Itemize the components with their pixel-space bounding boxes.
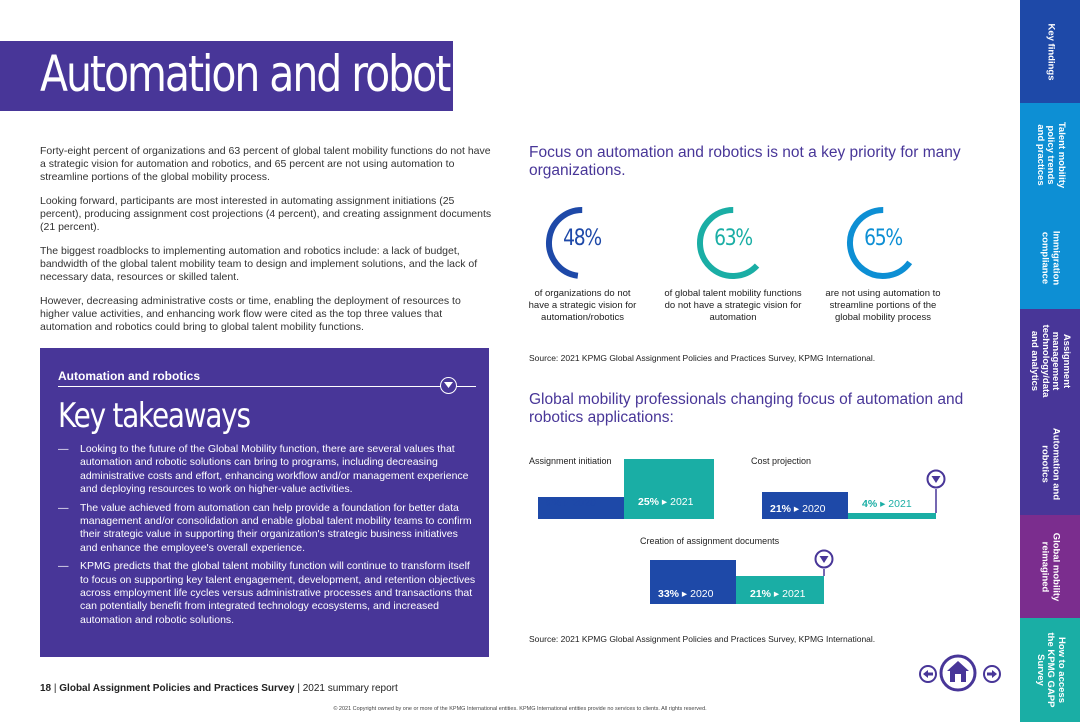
report-title: Global Assignment Policies and Practices Survey [59,683,295,694]
intro-paragraph: Forty-eight percent of organizations and 63 percent of global talent mobility functions do not have a strategic vision for automation and robotics, and 65 percent are not using automation to streamline portions of the global mobility process. [40,145,491,183]
footer [40,683,398,694]
takeaways-heading: Automation and robotics [58,369,200,383]
nav-tab-how-to-access-the-kpmg-gapp-survey[interactable] [1020,618,1080,722]
donut-value: 63% [714,226,752,251]
footer-separator: | [51,683,60,694]
bar-label-2021: 4% ▸ 2021 [862,498,912,510]
intro-paragraph: Looking forward, participants are most interested in automating assignment initiations (25 percent), producing assignment cost projections (4 percent), and creating assignment documents (21 percent). [40,195,492,233]
page-nav [918,653,1002,693]
nav-tab-assignment-management-technology-data-and-analytics[interactable] [1020,309,1080,412]
side-nav [1020,0,1080,722]
increase-icon [703,469,725,487]
nav-tab-talent-mobility-policy-trends-and-practices[interactable] [1020,103,1080,206]
key-takeaways-box [40,348,489,657]
category-label: Assignment initiation [529,456,612,466]
donut-value: 65% [864,226,902,251]
nav-tab-label: How to access the KPMG GAPP Survey [1034,632,1067,708]
donut-caption: of global talent mobility functions do not have a strategic vision for automation [664,288,802,323]
prev-page-icon[interactable] [920,666,936,682]
donut-63-pct [695,205,771,281]
takeaways-title: Key takeaways [58,396,250,436]
bar-2021 [624,459,714,519]
nav-tab-label: Global mobility reimagined [1040,532,1062,601]
donut-chart-title: Focus on automation and robotics is not a key priority for many organizations. [529,144,961,179]
decrease-icon [925,469,947,513]
donut-value: 48% [563,226,601,251]
nav-tab-automation-and-robotics[interactable] [1020,412,1080,515]
decrease-icon [813,549,835,576]
home-icon[interactable] [941,656,975,690]
nav-tab-immigration-compliance[interactable] [1020,206,1080,309]
intro-paragraph: The biggest roadblocks to implementing automation and robotics include: a lack of budget, bandwidth of the global talent mobility team to design and implement solutions, and the lack of necessary data, resources or skilled talent. [40,245,478,283]
list-item: — KPMG predicts that the global talent mobility function will continue to transform itself to focus on supporting key talent engagement, development, and retention objectives across employment life cycles versus administrative processes and transactions that can potentially benefit from integrated technology ecosystems, and increased automation and robotic solutions. [58,560,478,627]
bar-label-2020: 21% ▸ 2020 [770,503,826,515]
donut-48-pct [544,205,620,281]
page-title: Automation and robotics [40,45,499,103]
bar-label-2021: 21% ▸ 2021 [750,588,806,600]
donut-chart-source: Source: 2021 KPMG Global Assignment Policies and Practices Survey, KPMG International. [529,353,876,363]
bar-chart-title: Global mobility professionals changing focus of automation and robotics applications: [529,391,964,426]
intro-text [40,145,492,345]
nav-tab-label: Immigration compliance [1040,230,1062,285]
nav-tab-global-mobility-reimagined[interactable] [1020,515,1080,618]
report-subtitle: 2021 summary report [302,683,398,694]
donut-caption: are not using automation to streamline portions of the global mobility process [825,288,941,323]
footer-separator: | [294,683,303,694]
intro-paragraph: However, decreasing administrative costs or time, enabling the deployment of resources to higher value activities, and enhancing work flow were cited as the top three values that automation and robotics could bring to global talent mobility functions. [40,295,461,333]
chevron-down-icon[interactable] [440,377,457,394]
list-item: — The value achieved from automation can help provide a foundation for better data management and/or consolidation and enable global talent mobility teams to confirm their strategic value in supporting their organization's strategic business initiatives and enhance the employee's overall experience. [58,502,478,556]
category-label: Cost projection [751,456,812,466]
bar-chart-source: Source: 2021 KPMG Global Assignment Policies and Practices Survey, KPMG International. [529,634,876,644]
bar-label-2020: 9% ▸ 2020 [546,497,596,509]
list-item: — Looking to the future of the Global Mobility function, there are several values that automation and robotic solutions can bring to programs, including decreasing administrative costs and effort, enhancing workflow and/or management experience and deploying resources to work on higher-value activities. [58,443,478,497]
divider [58,386,476,387]
bar-2021 [848,513,936,519]
donut-caption: of organizations do not have a strategic vision for automation/robotics [528,288,637,323]
next-page-icon[interactable] [984,666,1000,682]
donut-65-pct [845,205,921,281]
category-label: Creation of assignment documents [640,536,780,546]
nav-tab-label: Assignment management technology/data and analytics [1029,324,1072,397]
copyright: © 2021 Copyright owned by one or more of the KPMG International entities. KPMG International entities provide no services to clients. All rights reserved. [333,706,707,712]
nav-tab-label: Talent mobility policy trends and practices [1034,121,1067,188]
takeaways-list [58,443,478,632]
page-number: 18 [40,683,52,694]
nav-tab-label: Key findings [1045,22,1057,81]
bar-label-2020: 33% ▸ 2020 [658,588,714,600]
title-banner [0,41,499,111]
bar-label-2021: 25% ▸ 2021 [638,496,694,508]
nav-tab-label: Automation and robotics [1040,427,1062,500]
nav-tab-key-findings[interactable] [1020,0,1080,103]
